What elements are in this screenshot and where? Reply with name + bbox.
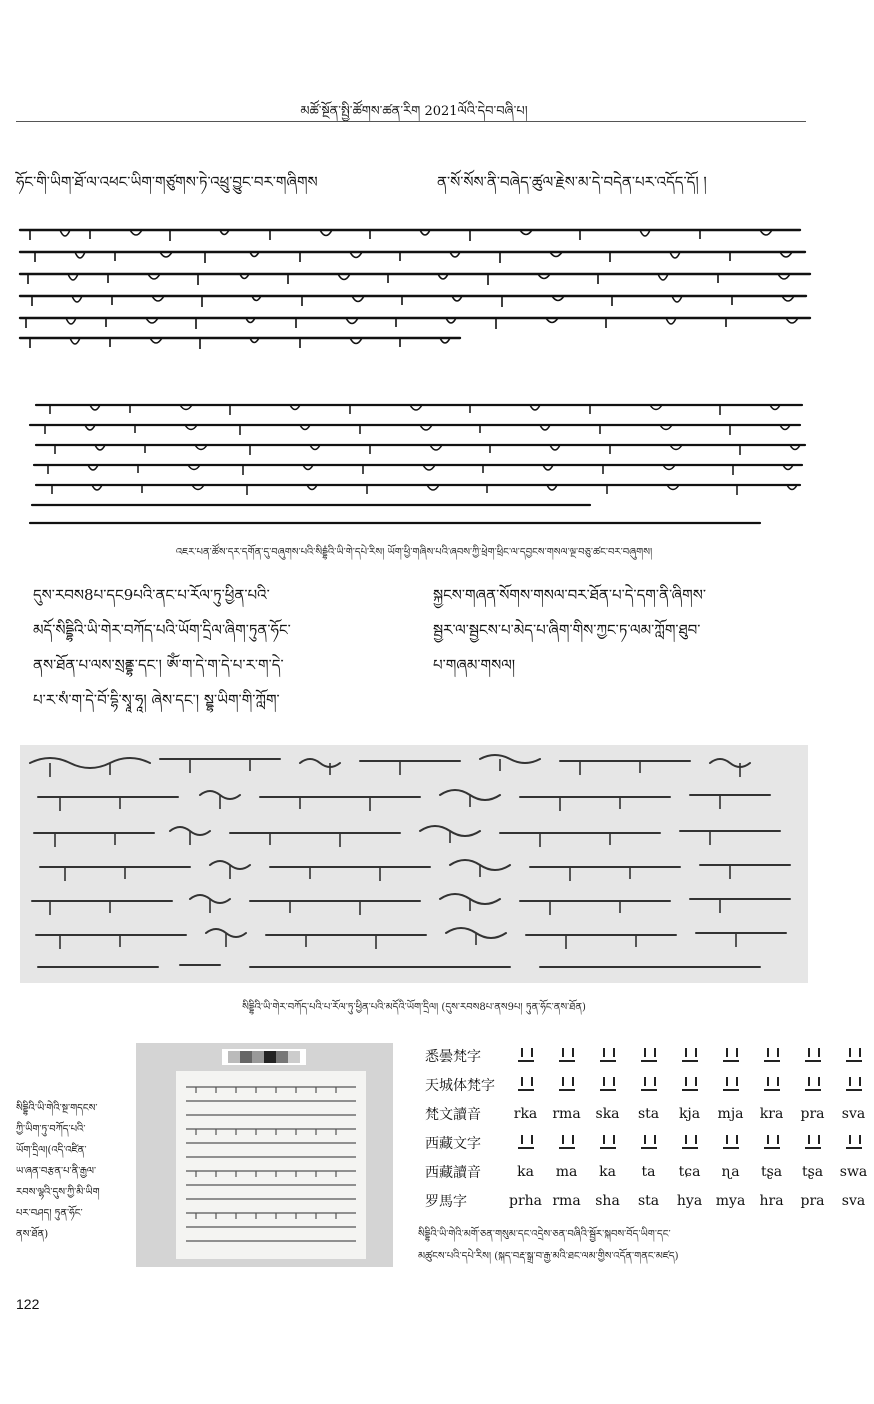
- script-glyph-icon: [792, 1128, 833, 1157]
- row-label: 悉曇梵字: [425, 1048, 481, 1065]
- script-glyph-icon: [587, 1041, 628, 1070]
- body-left-line: ནས་ཐོན་པ་ལས་སྲནྡྷ་དང་། ཨོཾ་ག་དེ་ག་དེ་པ་ར་ག་དེ་: [33, 656, 284, 674]
- reading-cell: sha: [595, 1192, 620, 1209]
- reading-cell: tɕa: [678, 1163, 701, 1180]
- glyph-icon: [682, 1075, 698, 1091]
- table-caption: [418, 1224, 679, 1268]
- reading-cell: hya: [676, 1192, 703, 1209]
- side-caption-line: ཡ་ཞན་བརྩན་པ་ནི་རྒྱལ་: [16, 1166, 97, 1177]
- glyph-icon: [723, 1133, 739, 1149]
- glyph-icon: [518, 1133, 534, 1149]
- manuscript-scan-bottom-drawing: [30, 393, 810, 529]
- table-row: [421, 1186, 874, 1215]
- script-glyph-icon: [546, 1128, 587, 1157]
- script-glyph-icon: [833, 1128, 874, 1157]
- header-rule: [16, 121, 806, 122]
- body-left-line: དུས་རབས8པ་དང9པའི་ནང་པ་རོལ་ཏུ་ཕྱིན་པའི་: [33, 586, 270, 604]
- reading-cell: ma: [555, 1163, 578, 1180]
- body-right-line: སྦྱར་ལ་སྦྱངས་པ་མེད་པ་ཞིག་གིས་ཀྱང་ཏ་ལམ་ཀློག་ཐུབ་: [433, 621, 701, 639]
- side-caption-line: ནས་ཐོན): [16, 1229, 49, 1240]
- glyph-icon: [846, 1133, 862, 1149]
- glyph-icon: [846, 1075, 862, 1091]
- script-glyph-icon: [710, 1070, 751, 1099]
- glyph-icon: [641, 1075, 657, 1091]
- reading-cell: ska: [595, 1105, 620, 1122]
- glyph-icon: [805, 1046, 821, 1062]
- reading-cell: ka: [599, 1163, 616, 1180]
- glyph-icon: [764, 1046, 780, 1062]
- row-label: 西藏讀音: [425, 1164, 481, 1181]
- glyph-icon: [682, 1133, 698, 1149]
- script-glyph-icon: [587, 1070, 628, 1099]
- reading-cell: sva: [841, 1105, 866, 1122]
- body-left-line: པ་ར་སཾ་ག་དེ་བོ་དྷི་སྭཱ་ཧཱ། ཞེས་དང་། སྡྷ་ཡིག་གི་ཀློག་: [33, 691, 280, 709]
- table-caption-line: སིདྡྷིའི་ཡི་གེའི་མགོ་ཅན་གསུམ་དང་འདྲེས་ཅན་བཞིའི་སྦྱོར་སྐབས་བོད་ཡིག་དང་: [418, 1229, 671, 1240]
- script-glyph-icon: [792, 1041, 833, 1070]
- side-caption-line: ཀྱི་ཡིག་ཏུ་བཀོད་པའི་: [16, 1124, 86, 1135]
- reading-cell: mya: [715, 1192, 746, 1209]
- glyph-icon: [805, 1075, 821, 1091]
- reading-cell: sta: [637, 1192, 660, 1209]
- reading-cell: pra: [800, 1105, 825, 1122]
- page-number: 122: [16, 1296, 40, 1312]
- reading-cell: rka: [513, 1105, 538, 1122]
- script-glyph-icon: [669, 1041, 710, 1070]
- script-glyph-icon: [833, 1041, 874, 1070]
- reading-cell: ta: [641, 1163, 656, 1180]
- table-row: [421, 1041, 874, 1070]
- body-right-line: པ་གཞམ་གསལ།: [433, 656, 516, 674]
- reading-cell: kra: [759, 1105, 784, 1122]
- glyph-icon: [682, 1046, 698, 1062]
- figure3-side-caption: [16, 1098, 100, 1245]
- glyph-icon: [723, 1075, 739, 1091]
- script-glyph-icon: [628, 1128, 669, 1157]
- reading-cell: tʂa: [801, 1163, 824, 1180]
- script-glyph-icon: [546, 1070, 587, 1099]
- script-glyph-icon: [710, 1041, 751, 1070]
- row-label: 西藏文字: [425, 1135, 481, 1152]
- manuscript-scan-top: [20, 212, 815, 360]
- glyph-icon: [518, 1075, 534, 1091]
- glyph-icon: [518, 1046, 534, 1062]
- script-glyph-icon: [792, 1070, 833, 1099]
- reading-cell: prha: [509, 1192, 543, 1209]
- script-comparison-table: [421, 1041, 874, 1215]
- script-glyph-icon: [833, 1070, 874, 1099]
- intro-left-text: ཧོང་གི་ཡིག་ཐོ་ལ་འཕང་ཡིག་གཙུགས་ཏེ་འཕྲུ་བྱུང་བར་གཞིགས: [16, 173, 318, 191]
- script-glyph-icon: [628, 1041, 669, 1070]
- script-glyph-icon: [628, 1070, 669, 1099]
- glyph-icon: [600, 1046, 616, 1062]
- side-caption-line: སིདྡྷིའི་ཡི་གེའི་སྔ་གདངས་: [16, 1103, 98, 1114]
- script-glyph-icon: [669, 1128, 710, 1157]
- reading-cell: ka: [517, 1163, 534, 1180]
- script-glyph-icon: [751, 1128, 792, 1157]
- row-label: 梵文讀音: [425, 1106, 481, 1123]
- side-caption-line: ཡོག་དྲིལ།(འདི་འཛིན་: [16, 1145, 87, 1156]
- table-row: [421, 1157, 874, 1186]
- side-caption-line: པར་བཤད། ཏུན་ཧོང་: [16, 1208, 83, 1219]
- glyph-icon: [723, 1046, 739, 1062]
- glyph-icon: [764, 1133, 780, 1149]
- script-glyph-icon: [587, 1128, 628, 1157]
- glyph-icon: [846, 1046, 862, 1062]
- reading-cell: sva: [841, 1192, 866, 1209]
- glyph-icon: [600, 1133, 616, 1149]
- script-glyph-icon: [751, 1041, 792, 1070]
- reading-cell: ɳa: [721, 1163, 740, 1180]
- reading-cell: kja: [678, 1105, 701, 1122]
- script-glyph-icon: [710, 1128, 751, 1157]
- table-row: [421, 1128, 874, 1157]
- manuscript-scan-bottom: [30, 393, 810, 529]
- script-glyph-icon: [505, 1041, 546, 1070]
- glyph-icon: [641, 1046, 657, 1062]
- body-left-line: མདོ་སིདྡྷིའི་ཡི་གེར་བཀོད་པའི་ཡོག་དྲིལ་ཞིག་ཏུན་ཧོང་: [33, 621, 291, 639]
- glyph-icon: [641, 1133, 657, 1149]
- siddham-manuscript-photo-drawing: [20, 745, 808, 983]
- intro-right-text: ན་སོ་སོས་ནི་བཞེད་ཚུལ་རྗེས་མ་དེ་བདེན་པར་འདོད་དོ། །: [437, 173, 707, 191]
- table-row: [421, 1070, 874, 1099]
- manuscript-scan-top-drawing: [20, 212, 815, 360]
- reading-cell: sta: [637, 1105, 660, 1122]
- script-glyph-icon: [669, 1070, 710, 1099]
- body-right-column: [433, 578, 813, 683]
- glyph-icon: [559, 1075, 575, 1091]
- running-header: མཚོ་སྔོན་སྤྱི་ཚོགས་ཚན་རིག 2021ལོའི་དེབ་བཞི་པ།: [300, 104, 528, 119]
- siddham-manuscript-photo: [20, 745, 808, 983]
- side-caption-line: རབས་ལྷའི་དུས་ཀྱི་མི་ཡིག: [16, 1187, 100, 1198]
- figure1-caption: འཇར་པན་ཚོས་དར་དགོན་དུ་བཞུགས་པའི་སིདྡྷཾའི་ཡི་གེ་དཔེ་རིས། ཡོག་ཕྱི་གཞིས་པའི་ཞབས་ཀྱི་ཕྲེག་ཕྲིང་ལ་དབྱངས་གསལ་ལྔ་བཅུ་ཚང་བར་བཞུགས།: [175, 547, 653, 558]
- figure2-caption: སིདྡྷིའི་ཡི་གེར་བཀོད་པའི་པ་རོལ་ཏུ་ཕྱིན་པའི་མདོའི་ཡོག་དྲིལ། (དུས་རབས8པ་ནས9པ། ཏུན་ཧོང་ནས་ཐོན): [242, 1002, 586, 1013]
- reading-cell: mja: [717, 1105, 744, 1122]
- glyph-icon: [559, 1046, 575, 1062]
- body-right-line: སྐྱངས་གཞན་སོགས་གསལ་བར་ཐོན་པ་དེ་དག་ནི་ཞིགས་: [433, 586, 707, 604]
- glyph-icon: [600, 1075, 616, 1091]
- script-glyph-icon: [505, 1070, 546, 1099]
- row-label: 罗馬字: [425, 1193, 467, 1210]
- glyph-icon: [805, 1133, 821, 1149]
- reading-cell: rma: [552, 1105, 581, 1122]
- script-glyph-icon: [546, 1041, 587, 1070]
- reading-cell: swa: [839, 1163, 868, 1180]
- body-left-column: [33, 578, 393, 718]
- table-row: [421, 1099, 874, 1128]
- manuscript-leaf-photo: [136, 1043, 393, 1267]
- script-glyph-icon: [751, 1070, 792, 1099]
- reading-cell: pra: [800, 1192, 825, 1209]
- manuscript-leaf-photo-drawing: [136, 1043, 393, 1267]
- table-caption-line: མཚུངས་པའི་དཔེ་རིས། (སྐད་བརྡ་སྒྲ་བ་རྒྱ་མའི་ཐང་ལམ་གྱིས་འདོན་གནང་མཛད): [418, 1251, 679, 1262]
- row-label: 天城体梵字: [425, 1077, 495, 1094]
- reading-cell: rma: [552, 1192, 581, 1209]
- script-glyph-icon: [505, 1128, 546, 1157]
- glyph-icon: [559, 1133, 575, 1149]
- glyph-icon: [764, 1075, 780, 1091]
- reading-cell: hra: [759, 1192, 784, 1209]
- reading-cell: tʂa: [760, 1163, 783, 1180]
